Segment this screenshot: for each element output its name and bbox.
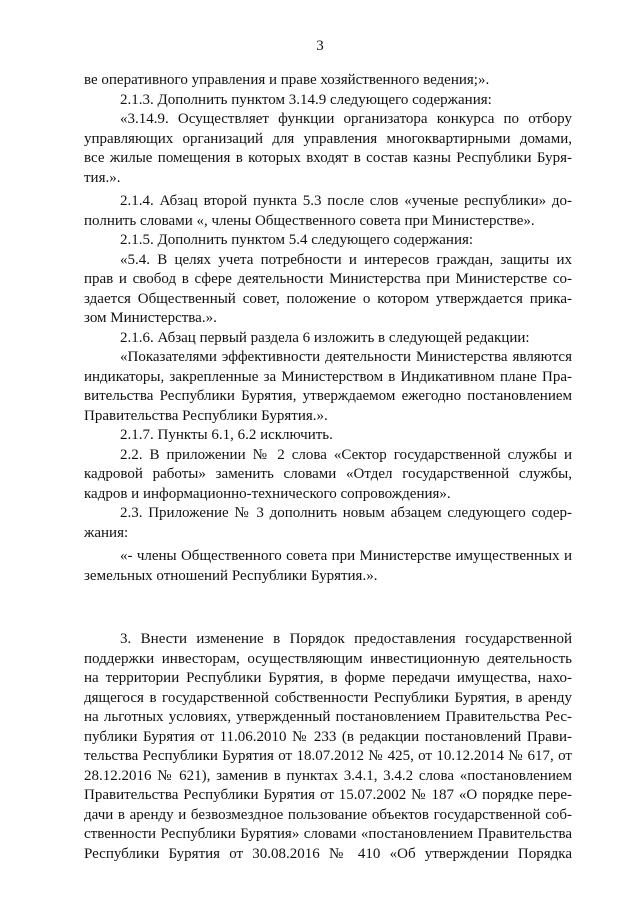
paragraph [84,426,572,446]
text-line: полнить словами «, члены Общественного совета при Министерстве». [84,212,535,229]
text-line: тия.». [84,169,121,186]
paragraph [84,251,572,329]
text-line: дящегося в государственной собственности Республики Бурятия, в аренду [84,689,572,706]
page-number: 3 [316,38,324,54]
paragraph [84,348,572,426]
paragraph [84,329,572,349]
text-line: Правительства Республики Бурятия от 15.07.2002 № 187 «О порядке пере- [84,787,572,803]
paragraph [84,446,572,505]
text-line: 2.1.6. Абзац первый раздела 6 изложить в следующей редакции: [120,329,530,346]
text-line: прав и свобод в сфере деятельности Министерства при Министерстве со- [84,271,572,287]
paragraph [84,110,572,188]
text-line: 2.1.7. Пункты 6.1, 6.2 исключить. [120,427,333,443]
paragraph [84,504,572,543]
paragraph [84,91,572,111]
text-line: тельства Республики Бурятия от 18.07.2012 № 425, от 10.12.2014 № 617, от [84,748,572,764]
text-line: «Показателями эффективности деятельности Министерства являются [120,349,572,365]
text-line: «5.4. В целях учета потребности и интересов граждан, защиты их [120,251,572,268]
text-line: Правительства Республики Бурятия.». [84,407,328,424]
text-line: 2.1.5. Дополнить пунктом 5.4 следующего содержания: [120,232,474,248]
text-line: 28.12.2016 № 621), заменив в пунктах 3.4.1, 3.4.2 слова «постановлением [84,767,572,784]
text-line: 2.3. Приложение № 3 дополнить новым абзацем следующего содер- [120,505,572,521]
text-line: ве оперативного управления и праве хозяйственного ведения;». [84,72,490,88]
paragraph [84,71,572,91]
text-line: 2.1.4. Абзац второй пункта 5.3 после слов «ученые республики» до- [120,193,572,209]
text-line: «3.14.9. Осуществляет функции организатора конкурса по отбору [120,111,572,127]
text-line: земельных отношений Республики Бурятия.». [84,567,378,584]
paragraph [84,231,572,251]
text-line: Республики Бурятия от 30.08.2016 № 410 «Об утверждении Порядка [84,845,572,862]
text-line: 2.1.3. Дополнить пунктом 3.14.9 следующего содержания: [120,91,492,108]
text-line: зом Министерства.». [84,310,217,326]
text-line: «- члены Общественного совета при Министерстве имущественных и [120,548,572,564]
text-line: индикаторы, закрепленные за Министерством в Индикативном плане Пра- [84,368,572,385]
text-line: на территории Республики Бурятия, в форме передачи имущества, нахо- [84,670,572,686]
paragraph [84,547,572,586]
paragraph [84,192,572,231]
text-line: кадровой работы» заменить словами «Отдел государственной службы, [84,466,572,482]
paragraph [84,630,572,864]
document-body [84,71,572,864]
text-line: все жилые помещения в которых входят в состав казны Республики Буря- [84,150,572,166]
text-line: 3. Внести изменение в Порядок предоставления государственной [120,631,572,647]
text-line: ственности Республики Бурятия» словами «постановлением Правительства [84,826,572,842]
text-line: публики Бурятия от 11.06.2010 № 233 (в редакции постановлений Прави- [84,728,572,745]
text-line: управляющих организаций для управления многоквартирными домами, [84,130,572,147]
text-line: здается Общественный совет, положение о котором утверждается прика- [84,290,572,307]
text-line: жания: [84,524,129,541]
text-line: кадров и информационно-технического сопровождения». [84,485,451,502]
text-line: дачи в аренду и безвозмездное пользование объектов государственной соб- [84,806,572,823]
text-line: поддержки инвесторам, осуществляющим инвестиционную деятельность [84,650,572,667]
text-line: вительства Республики Бурятия, утверждаемом ежегодно постановлением [84,388,572,404]
text-line: на льготных условиях, утвержденный постановлением Правительства Рес- [84,709,572,725]
text-line: 2.2. В приложении № 2 слова «Сектор государственной службы и [120,446,572,463]
